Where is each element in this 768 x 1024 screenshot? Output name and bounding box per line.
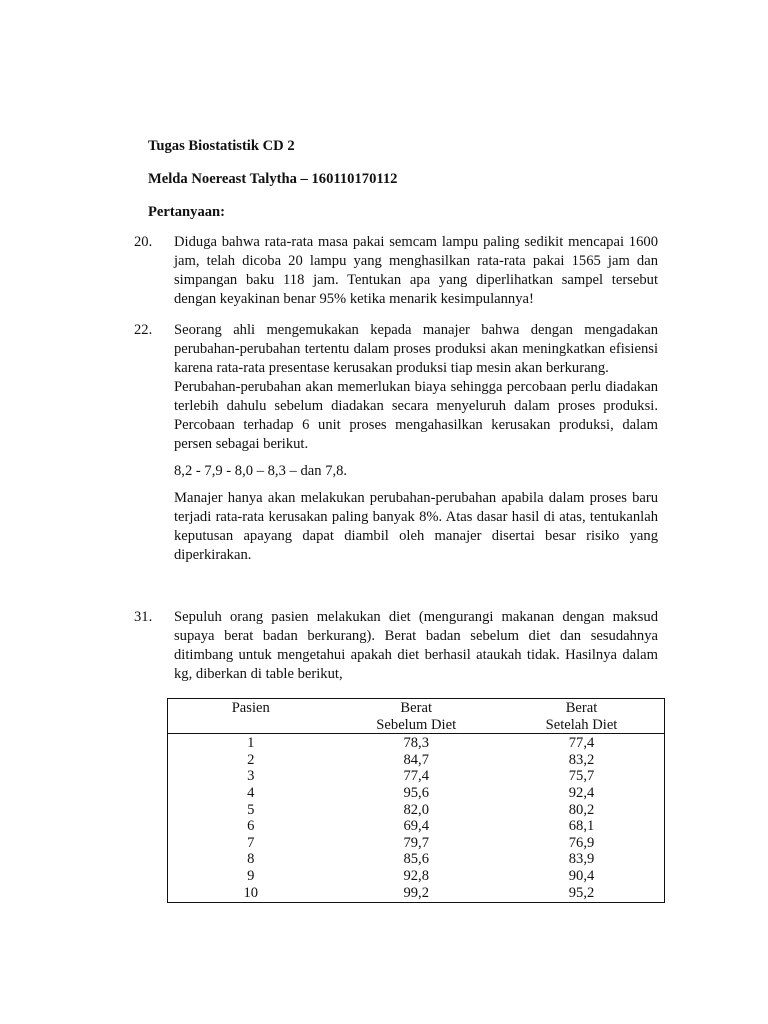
- question-paragraph: Diduga bahwa rata-rata masa pakai semcam lampu paling sedikit mencapai 1600 jam, telah dicoba 20 lampu yang menghasilkan rata-rata pakai 1565 jam dan simpangan baku 118 jam. Tentukan apa yang diperlihatkan sampel tersebut dengan keyakinan benar 95% ketika menarik kesimpulannya!: [174, 234, 658, 307]
- cell-pasien: 8: [247, 851, 255, 868]
- question-number-22: 22.: [134, 322, 153, 338]
- cell-berat-sebelum: 78,3: [403, 735, 429, 752]
- cell-berat-sebelum: 99,2: [403, 884, 429, 901]
- cell-berat-sebelum: 82,0: [403, 801, 429, 818]
- table-row: [168, 835, 665, 852]
- cell-berat-setelah: 95,2: [568, 884, 595, 901]
- table-row: [168, 851, 665, 868]
- cell-pasien: 10: [243, 884, 259, 901]
- cell-berat-sebelum: 85,6: [403, 851, 429, 868]
- table-row: [168, 752, 665, 769]
- cell-berat-setelah: 75,7: [568, 768, 595, 785]
- document-title: Tugas Biostatistik CD 2: [148, 138, 295, 154]
- cell-berat-setelah: 77,4: [568, 735, 595, 752]
- header-berat-sebelum: Berat Sebelum Diet: [376, 700, 457, 733]
- table-row: [168, 768, 665, 785]
- question-body-22: [174, 321, 658, 565]
- table-body: [168, 734, 665, 903]
- question-body-20: [174, 233, 658, 309]
- diet-weight-table: [167, 698, 665, 903]
- table-row: [168, 734, 665, 752]
- cell-berat-sebelum: 95,6: [403, 784, 429, 801]
- question-paragraph: Seorang ahli mengemukakan kepada manajer bahwa dengan mengadakan perubahan-perubahan tertentu dalam proses produksi akan meningkatkan efisiensi karena rata-rata presentase kerusakan produksi tiap mesin akan berkurang.: [174, 322, 658, 376]
- cell-pasien: 5: [247, 801, 255, 818]
- cell-pasien: 9: [247, 867, 255, 884]
- cell-berat-sebelum: 79,7: [403, 834, 429, 851]
- cell-berat-setelah: 76,9: [568, 834, 595, 851]
- question-body-31: [174, 608, 658, 684]
- cell-pasien: 2: [247, 751, 255, 768]
- table-row: [168, 868, 665, 885]
- table-row: [168, 802, 665, 819]
- cell-berat-setelah: 92,4: [568, 784, 595, 801]
- cell-pasien: 7: [247, 834, 255, 851]
- cell-pasien: 6: [247, 818, 255, 835]
- cell-pasien: 3: [247, 768, 255, 785]
- cell-pasien: 1: [247, 735, 255, 752]
- table-row: [168, 885, 665, 903]
- question-number-31: 31.: [134, 609, 153, 625]
- author-line: Melda Noereast Talytha – 160110170112: [148, 171, 398, 187]
- cell-berat-setelah: 83,2: [568, 751, 595, 768]
- question-paragraph: Manajer hanya akan melakukan perubahan-perubahan apabila dalam proses baru terjadi rata-rata kerusakan paling banyak 8%. Atas dasar hasil di atas, tentukanlah keputusan apayang dapat diambil oleh manajer disertai besar risiko yang diperkirakan.: [174, 490, 658, 563]
- table-header-row: [168, 699, 665, 734]
- question-paragraph: Perubahan-perubahan akan memerlukan biaya sehingga percobaan perlu diadakan terlebih dahulu sebelum diadakan secara menyeluruh dalam proses produksi. Percobaan terhadap 6 unit proses mengahasilkan kerusakan produksi, dalam persen sebagai berikut.: [174, 379, 658, 452]
- data-values-line: 8,2 - 7,9 - 8,0 – 8,3 – dan 7,8.: [174, 463, 348, 479]
- question-number-20: 20.: [134, 234, 153, 250]
- cell-berat-sebelum: 84,7: [403, 751, 429, 768]
- header-berat-setelah: Berat Setelah Diet: [545, 700, 618, 733]
- question-paragraph: Sepuluh orang pasien melakukan diet (mengurangi makanan dengan maksud supaya berat badan berkurang). Berat badan sebelum diet dan sesudahnya ditimbang untuk mengetahui apakah diet berhasil ataukah tidak. Hasilnya dalam kg, diberkan di table berikut,: [174, 609, 658, 682]
- cell-berat-sebelum: 69,4: [403, 818, 429, 835]
- section-heading: Pertanyaan:: [148, 204, 226, 220]
- cell-berat-sebelum: 92,8: [403, 867, 429, 884]
- cell-berat-setelah: 68,1: [568, 818, 595, 835]
- cell-berat-setelah: 90,4: [568, 867, 595, 884]
- cell-berat-sebelum: 77,4: [403, 768, 429, 785]
- cell-berat-setelah: 83,9: [568, 851, 595, 868]
- header-pasien: Pasien: [231, 700, 270, 716]
- cell-pasien: 4: [247, 784, 255, 801]
- table-row: [168, 818, 665, 835]
- cell-berat-setelah: 80,2: [568, 801, 595, 818]
- table-row: [168, 785, 665, 802]
